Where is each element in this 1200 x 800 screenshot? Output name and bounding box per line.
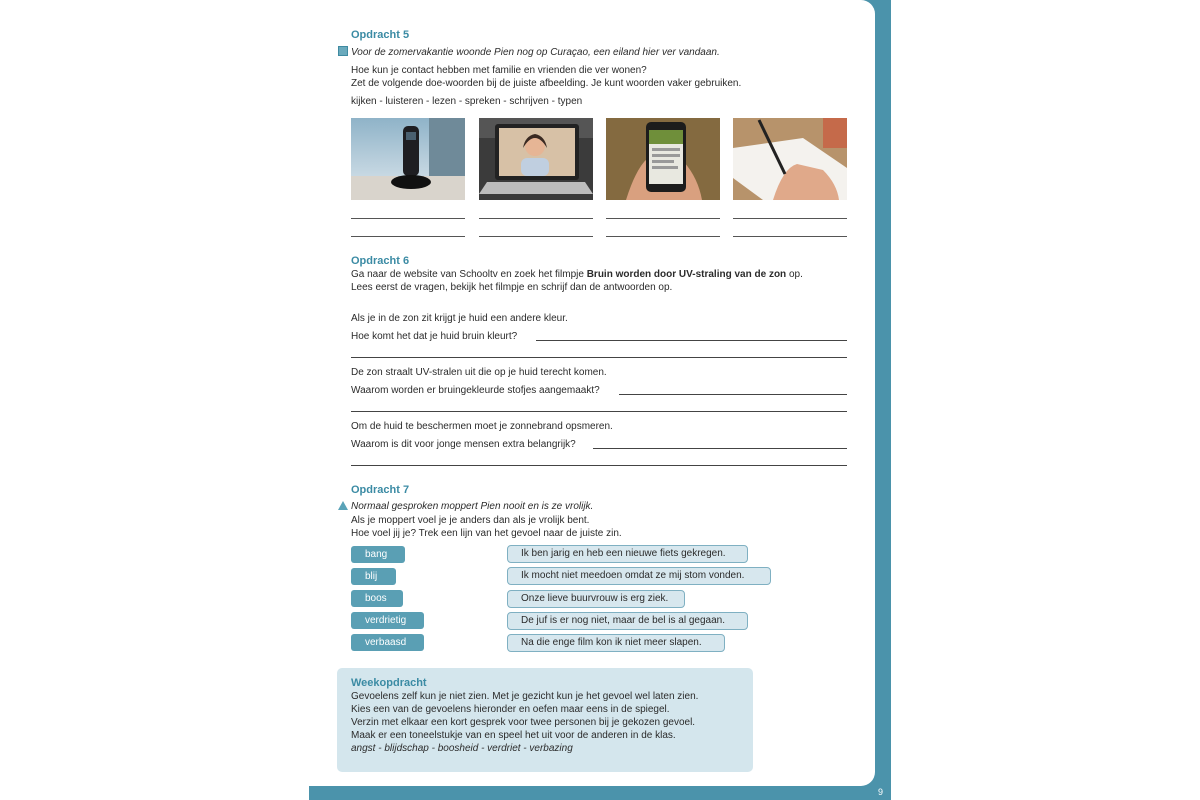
statement: Om de huid te beschermen moet je zonnebrand opsmeren.: [351, 421, 613, 432]
answer-line[interactable]: [351, 218, 465, 219]
video-title: Bruin worden door UV-straling van de zon: [586, 269, 787, 280]
triangle-marker-icon: [338, 501, 348, 510]
weekopdracht-line: Verzin met elkaar een kort gesprek voor twee personen bij je gekozen gevoel.: [351, 717, 696, 728]
opdracht5-question2: Zet de volgende doe-woorden bij de juiste afbeelding. Je kunt woorden vaker gebruiken.: [351, 78, 742, 89]
statement: De zon straalt UV-stralen uit die op je huid terecht komen.: [351, 367, 607, 378]
weekopdracht-line: Maak er een toneelstukje van en speel het uit voor de anderen in de klas.: [351, 730, 676, 741]
statement: Als je in de zon zit krijgt je huid een andere kleur.: [351, 313, 568, 324]
answer-line[interactable]: [733, 236, 847, 237]
weekopdracht-line: Kies een van de gevoelens hieronder en oefen maar eens in de spiegel.: [351, 704, 670, 715]
weekopdracht-emotions: angst - blijdschap - boosheid - verdriet - verbazing: [351, 743, 573, 754]
answer-line[interactable]: [536, 340, 847, 341]
opdracht6-intro: Ga naar de website van Schooltv en zoek het filmpje Bruin worden door UV-straling van de zon op.: [351, 269, 803, 280]
answer-line[interactable]: [593, 448, 847, 449]
question: Hoe komt het dat je huid bruin kleurt?: [351, 331, 518, 342]
feeling-blij[interactable]: blij: [351, 568, 396, 585]
hand-writing-image: [733, 118, 847, 200]
feeling-bang[interactable]: bang: [351, 546, 405, 563]
opdracht6-intro2: Lees eerst de vragen, bekijk het filmpje en schrijf dan de antwoorden op.: [351, 282, 673, 293]
answer-line[interactable]: [479, 218, 593, 219]
smartphone-hand-image: [606, 118, 720, 200]
sentence-option[interactable]: Na die enge film kon ik niet meer slapen.: [507, 634, 725, 652]
opdracht7-intro: Normaal gesproken moppert Pien nooit en is ze vrolijk.: [351, 501, 594, 512]
sentence-option[interactable]: Ik mocht niet meedoen omdat ze mij stom vonden.: [507, 567, 771, 585]
cordless-phone-image: [351, 118, 465, 200]
opdracht5-title: Opdracht 5: [351, 29, 410, 41]
opdracht7-line2: Als je moppert voel je je anders dan als je vrolijk bent.: [351, 515, 590, 526]
answer-line[interactable]: [351, 357, 847, 358]
page-number: 9: [878, 787, 884, 797]
feeling-verbaasd[interactable]: verbaasd: [351, 634, 424, 651]
opdracht7-title: Opdracht 7: [351, 484, 410, 496]
opdracht5-words: kijken - luisteren - lezen - spreken - schrijven - typen: [351, 96, 583, 107]
question: Waarom is dit voor jonge mensen extra belangrijk?: [351, 439, 576, 450]
opdracht5-question1: Hoe kun je contact hebben met familie en vrienden die ver wonen?: [351, 65, 647, 76]
answer-line[interactable]: [351, 411, 847, 412]
question: Waarom worden er bruingekleurde stofjes aangemaakt?: [351, 385, 600, 396]
answer-line[interactable]: [606, 218, 720, 219]
opdracht7-line3: Hoe voel jij je? Trek een lijn van het gevoel naar de juiste zin.: [351, 528, 622, 539]
answer-line[interactable]: [619, 394, 847, 395]
sentence-option[interactable]: Ik ben jarig en heb een nieuwe fiets gekregen.: [507, 545, 748, 563]
sentence-option[interactable]: De juf is er nog niet, maar de bel is al gegaan.: [507, 612, 748, 630]
answer-line[interactable]: [733, 218, 847, 219]
answer-line[interactable]: [479, 236, 593, 237]
answer-line[interactable]: [606, 236, 720, 237]
answer-line[interactable]: [351, 465, 847, 466]
opdracht5-intro: Voor de zomervakantie woonde Pien nog op Curaçao, een eiland hier ver vandaan.: [351, 47, 720, 58]
feeling-boos[interactable]: boos: [351, 590, 403, 607]
feeling-verdrietig[interactable]: verdrietig: [351, 612, 424, 629]
weekopdracht-title: Weekopdracht: [351, 677, 427, 689]
weekopdracht-line: Gevoelens zelf kun je niet zien. Met je gezicht kun je het gevoel wel laten zien.: [351, 691, 699, 702]
laptop-videocall-image: [479, 118, 593, 200]
sentence-option[interactable]: Onze lieve buurvrouw is erg ziek.: [507, 590, 685, 608]
opdracht6-title: Opdracht 6: [351, 255, 410, 267]
square-marker-icon: [338, 46, 348, 56]
answer-line[interactable]: [351, 236, 465, 237]
